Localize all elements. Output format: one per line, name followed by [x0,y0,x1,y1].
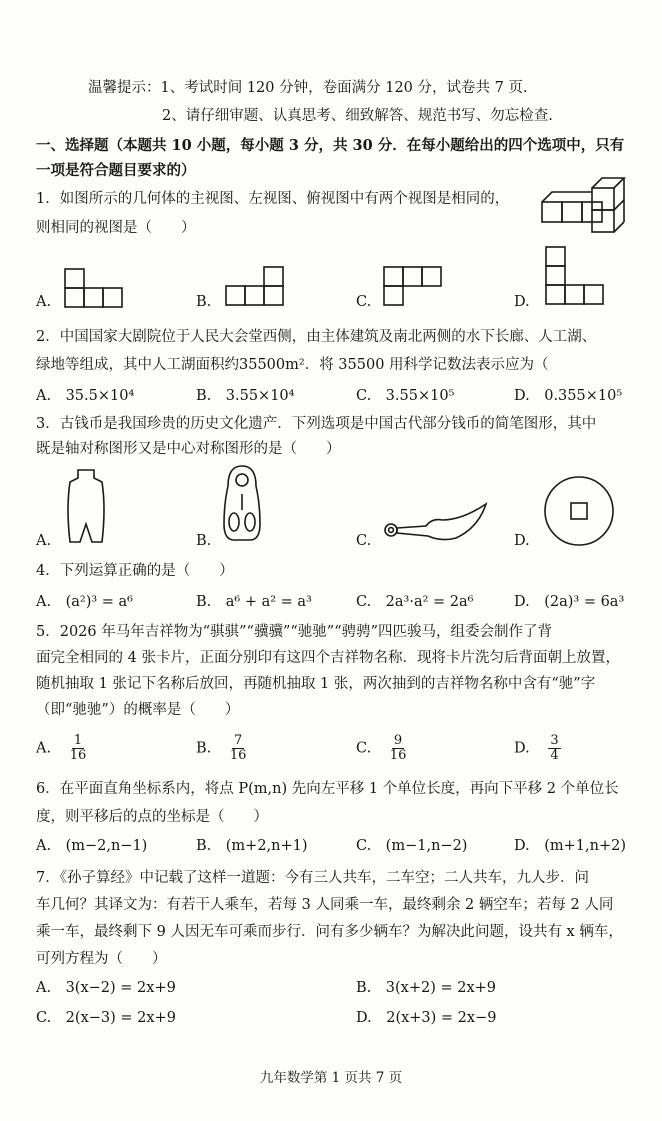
q5-option-b [196,734,246,763]
ant-nose-coin-icon [220,464,264,544]
q4-option-b: B. a⁶ + a² = a³ [196,594,312,610]
question-7-text-c: 乘一车，最终剩下 9 人因无车可乘而步行．问有多少辆车？为解决此问题，设共有 x 辆车， [36,924,623,940]
numerator: 7 [234,733,243,748]
q7-option-a: A. 3(x−2) = 2x+9 [36,980,176,996]
fraction [230,734,247,763]
q7-option-c: C. 2(x−3) = 2x+9 [36,1010,176,1026]
q7-option-b: B. 3(x+2) = 2x+9 [356,980,497,996]
question-5-text-c: 随机抽取 1 张记下名称后放回，再随机抽取 1 张，两次抽到的吉祥物名称中含有“驰”字 [36,676,596,692]
solid-figure [540,174,630,246]
knife-coin-icon [382,494,492,544]
q1-option-b-label: B. [196,294,212,310]
question-4-text: 4．下列运算正确的是（ ） [36,563,234,579]
fraction [390,734,407,763]
q5-option-a [36,734,86,763]
spade-coin-icon [62,468,110,546]
question-6-text: 6．在平面直角坐标系内，将点 P(m,n) 先向左平移 1 个单位长度，再向下平移 2 个单位长 [36,781,619,797]
q2-option-a: A. 35.5×10⁴ [36,388,135,404]
q3-option-b-label: B. [196,533,212,549]
question-1-text-cont: 则相同的视图是（ ） [36,220,196,236]
q3-option-a-label: A. [36,533,52,549]
q6-option-a: A. (m−2,n−1) [36,838,148,854]
q6-option-d: D. (m+1,n+2) [514,838,626,854]
q1-option-b-figure [224,266,288,306]
question-6-text-cont: 度，则平移后的点的坐标是（ ） [36,809,268,825]
page-footer: 九年数学第 1 页共 7 页 [259,1070,403,1086]
q1-option-c-label: C. [356,294,372,310]
question-7-text-d: 可列方程为（ ） [36,951,167,967]
question-5-text-b: 面完全相同的 4 张卡片，正面分别印有这四个吉祥物名称．现将卡片洗匀后背面朝上放置， [36,650,620,666]
section-heading-cont: 一项是符合题目要求的） [36,162,196,179]
q2-option-c: C. 3.55×10⁵ [356,388,455,404]
q3-option-c-label: C. [356,533,372,549]
question-3-text: 3．古钱币是我国珍贵的历史文化遗产．下列选项是中国古代部分钱币的简笔图形，其中 [36,416,597,432]
question-3-text-cont: 既是轴对称图形又是中心对称图形的是（ ） [36,441,341,457]
q3-option-d-label: D. [514,533,530,549]
numerator: 3 [550,733,559,748]
q1-option-a-figure [64,268,128,308]
question-1-text: 1．如图所示的几何体的主视图、左视图、俯视图中有两个视图是相同的， [36,191,510,207]
q4-option-c: C. 2a³·a² = 2a⁶ [356,594,474,610]
q5-option-c [356,734,406,763]
question-7-text-b: 车几何？其译文为：有若干人乘车，若每 3 人同乘一车，最终剩余 2 辆空车；若每 2 人同 [36,897,614,913]
q4-option-a: A. (a²)³ = a⁶ [36,594,133,610]
denominator: 16 [229,748,247,763]
fraction [70,734,87,763]
q2-option-b: B. 3.55×10⁴ [196,388,295,404]
section-heading: 一、选择题（本题共 10 小题，每小题 3 分，共 30 分．在每小题给出的四个选项中，只有 [36,137,625,154]
q6-option-b: B. (m+2,n+1) [196,838,308,854]
tip-line-2: 2、请仔细审题、认真思考、细致解答、规范书写、勿忘检查. [162,108,553,124]
q2-option-d: D. 0.355×10⁵ [514,388,623,404]
round-coin-icon [542,474,616,548]
question-5-text: 5．2026 年马年吉祥物为“骐骐”“骥骥”“驰驰”“骋骋”四匹骏马，组委会制作了背 [36,624,553,640]
question-7-text: 7．《孙子算经》中记载了这样一道题：今有三人共车，二车空；二人共车，九人步．问 [36,870,589,886]
denominator: 16 [69,748,87,763]
q4-option-d: D. (2a)³ = 6a³ [514,594,625,610]
q6-option-c: C. (m−1,n−2) [356,838,468,854]
tip-line-1: 温馨提示：1、考试时间 120 分钟，卷面满分 120 分，试卷共 7 页. [88,80,528,96]
q1-option-a-label: A. [36,294,52,310]
numerator: 9 [393,733,403,748]
numerator: 1 [73,733,83,748]
question-2-text-cont: 绿地等组成，其中人工湖面积约35500m²．将 35500 用科学记数法表示应为（ [36,357,549,373]
denominator: 16 [389,748,407,763]
q5-option-d-label: D. [514,740,530,757]
q1-option-d-figure [544,246,608,308]
q5-option-a-label: A. [36,740,52,757]
fraction [548,734,560,763]
question-2-text: 2．中国国家大剧院位于人民大会堂西侧，由主体建筑及南北两侧的水下长廊、人工湖、 [36,329,597,345]
q7-option-d: D. 2(x+3) = 2x−9 [356,1010,497,1026]
q1-option-d-label: D. [514,294,530,310]
q5-option-d [514,734,561,763]
denominator: 4 [550,748,559,763]
q5-option-b-label: B. [196,740,212,757]
q1-option-c-figure [382,266,446,306]
question-5-text-d: （即“驰驰”）的概率是（ ） [36,702,240,718]
q5-option-c-label: C. [356,740,372,757]
